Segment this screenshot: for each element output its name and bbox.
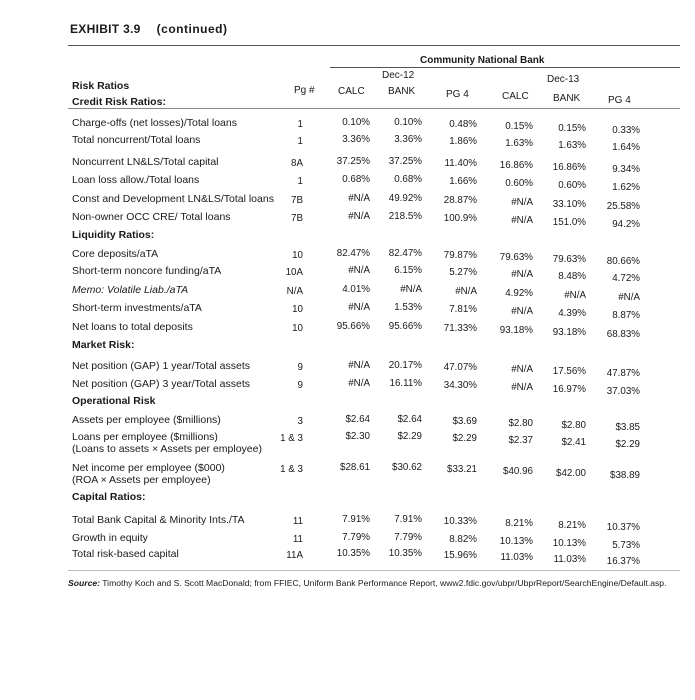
value-cell: $2.29	[397, 431, 422, 442]
row-label: Loans per employee ($millions)	[72, 431, 218, 443]
value-cell: 4.72%	[612, 272, 640, 284]
page-ref: 9	[297, 380, 303, 391]
value-cell: $33.21	[447, 463, 477, 475]
value-cell: 79.63%	[552, 253, 586, 265]
value-cell: 11.03%	[500, 551, 533, 563]
value-cell: 8.21%	[505, 517, 533, 529]
value-cell: 1.64%	[612, 141, 640, 153]
period-dec-13: Dec-13	[547, 74, 580, 85]
value-cell: 100.9%	[443, 212, 477, 224]
header-rule	[68, 108, 680, 109]
value-cell: #N/A	[348, 193, 370, 204]
value-cell: 33.10%	[552, 198, 586, 210]
value-cell: 95.66%	[336, 321, 370, 332]
exhibit-label: EXHIBIT 3.9	[70, 22, 141, 36]
page-ref: 3	[297, 416, 303, 427]
value-cell: 95.66%	[388, 321, 422, 332]
value-cell: 0.15%	[505, 120, 533, 132]
value-cell: 0.68%	[342, 174, 370, 185]
row-label: Loan loss allow./Total loans	[72, 174, 200, 186]
value-cell: 6.15%	[394, 265, 422, 276]
exhibit-title	[70, 22, 227, 36]
value-cell: 1.63%	[558, 139, 586, 151]
row-label: Const and Development LN&LS/Total loans	[72, 193, 274, 205]
value-cell: 7.91%	[394, 514, 422, 525]
value-cell: #N/A	[348, 265, 370, 276]
source-text: Timothy Koch and S. Scott MacDonald; from FFIEC, Uniform Bank Performance Report, www2.fdic.gov/ubpr/UbprReport/SearchEngine/Default.asp.	[100, 578, 667, 588]
page-ref: 10	[292, 250, 303, 261]
top-rule	[68, 45, 680, 46]
value-cell: 37.25%	[388, 156, 422, 167]
section-heading: Capital Ratios:	[72, 491, 146, 503]
value-cell: #N/A	[348, 378, 370, 389]
value-cell: $2.80	[508, 417, 533, 429]
value-cell: 3.36%	[394, 134, 422, 145]
value-cell: 93.18%	[552, 326, 586, 338]
row-label: Short-term noncore funding/aTA	[72, 265, 222, 277]
value-cell: $30.62	[392, 462, 422, 473]
bank-header-1: BANK	[388, 86, 416, 97]
value-cell: $2.30	[345, 431, 370, 442]
source-note	[68, 578, 668, 589]
value-cell: $2.64	[397, 414, 422, 425]
value-cell: 5.27%	[449, 266, 477, 278]
value-cell: 37.25%	[336, 156, 370, 167]
exhibit-continued: (continued)	[156, 22, 228, 36]
row-label: Non-owner OCC CRE/ Total loans	[72, 211, 231, 223]
value-cell: 49.92%	[388, 193, 422, 204]
page-ref: 1 & 3	[280, 464, 303, 475]
page-ref: N/A	[286, 286, 303, 297]
value-cell: 11.40%	[444, 157, 477, 169]
page-ref: 8A	[291, 158, 303, 169]
value-cell: $38.89	[610, 469, 640, 481]
value-cell: 16.97%	[552, 383, 586, 395]
pg4-header-1: PG 4	[446, 89, 469, 100]
value-cell: #N/A	[511, 305, 533, 317]
value-cell: 47.87%	[606, 367, 640, 379]
row-label: Assets per employee ($millions)	[72, 414, 221, 426]
risk-ratios-header: Risk Ratios	[72, 80, 130, 92]
value-cell: 8.21%	[558, 519, 586, 531]
page-ref: 1 & 3	[280, 433, 303, 444]
value-cell: $2.80	[561, 419, 586, 431]
page-ref: 7B	[291, 213, 303, 224]
row-label: Total Bank Capital & Minority Ints./TA	[72, 514, 245, 526]
value-cell: 7.81%	[449, 303, 477, 315]
value-cell: 10.35%	[336, 548, 370, 559]
value-cell: #N/A	[400, 284, 422, 295]
value-cell: $2.64	[345, 414, 370, 425]
value-cell: 16.11%	[389, 378, 422, 389]
value-cell: $28.61	[340, 462, 370, 473]
row-label: Net loans to total deposits	[72, 321, 193, 333]
value-cell: 94.2%	[612, 218, 640, 230]
value-cell: 10.13%	[499, 535, 533, 547]
value-cell: 7.79%	[394, 532, 422, 543]
value-cell: #N/A	[511, 214, 533, 226]
value-cell: #N/A	[455, 285, 477, 297]
value-cell: 1.86%	[449, 135, 477, 147]
value-cell: 79.63%	[499, 251, 533, 263]
value-cell: 28.87%	[443, 194, 477, 206]
value-cell: $2.29	[452, 432, 477, 444]
value-cell: 8.48%	[558, 270, 586, 282]
value-cell: 0.10%	[342, 117, 370, 128]
value-cell: 8.82%	[449, 533, 477, 545]
value-cell: 0.48%	[449, 118, 477, 130]
value-cell: 1.62%	[612, 181, 640, 193]
value-cell: 80.66%	[606, 255, 640, 267]
value-cell: 5.73%	[612, 539, 640, 551]
value-cell: 15.96%	[443, 549, 477, 561]
value-cell: #N/A	[348, 211, 370, 222]
row-label: Growth in equity	[72, 532, 148, 544]
page-ref: 7B	[291, 195, 303, 206]
row-label: Memo: Volatile Liab./aTA	[72, 284, 189, 296]
pg4-header-2: PG 4	[608, 95, 631, 106]
page-ref: 11	[292, 516, 303, 527]
bank-header-2: BANK	[553, 93, 581, 104]
row-label: Total risk-based capital	[72, 548, 179, 560]
row-sublabel: (ROA × Assets per employee)	[72, 474, 211, 486]
value-cell: 10.37%	[606, 521, 640, 533]
period-dec-12: Dec-12	[382, 70, 415, 81]
value-cell: 47.07%	[443, 361, 477, 373]
value-cell: 0.15%	[558, 122, 586, 134]
table-bottom-rule	[68, 570, 680, 571]
value-cell: 0.68%	[394, 174, 422, 185]
value-cell: 151.0%	[552, 216, 586, 228]
value-cell: #N/A	[348, 360, 370, 371]
value-cell: 218.5%	[388, 211, 422, 222]
value-cell: #N/A	[511, 381, 533, 393]
section-heading: Operational Risk	[72, 395, 156, 407]
calc-header-2: CALC	[502, 91, 529, 102]
section-heading: Market Risk:	[72, 339, 135, 351]
value-cell: 10.35%	[388, 548, 422, 559]
page-ref: 1	[297, 136, 303, 147]
value-cell: 4.92%	[505, 287, 533, 299]
row-label: Net position (GAP) 3 year/Total assets	[72, 378, 250, 390]
value-cell: 0.60%	[505, 177, 533, 189]
value-cell: $42.00	[556, 467, 586, 479]
value-cell: 11.03%	[553, 553, 586, 565]
value-cell: 7.91%	[342, 514, 370, 525]
row-label: Net position (GAP) 1 year/Total assets	[72, 360, 250, 372]
row-label: Short-term investments/aTA	[72, 302, 202, 314]
value-cell: 8.87%	[612, 309, 640, 321]
section-heading: Liquidity Ratios:	[72, 229, 155, 241]
value-cell: $3.85	[615, 421, 640, 433]
value-cell: #N/A	[511, 196, 533, 208]
value-cell: 9.34%	[612, 163, 640, 175]
value-cell: 37.03%	[606, 385, 640, 397]
page-ref: 10	[292, 323, 303, 334]
value-cell: 0.60%	[558, 179, 586, 191]
value-cell: 0.33%	[612, 124, 640, 136]
value-cell: 82.47%	[336, 248, 370, 259]
value-cell: 34.30%	[443, 379, 477, 391]
bank-name: Community National Bank	[420, 55, 545, 66]
page-ref: 9	[297, 362, 303, 373]
value-cell: 25.58%	[606, 200, 640, 212]
value-cell: 7.79%	[342, 532, 370, 543]
value-cell: #N/A	[348, 302, 370, 313]
value-cell: 10.13%	[552, 537, 586, 549]
value-cell: #N/A	[511, 363, 533, 375]
value-cell: #N/A	[511, 268, 533, 280]
value-cell: 16.86%	[499, 159, 533, 171]
value-cell: 1.63%	[505, 137, 533, 149]
row-label: Charge-offs (net losses)/Total loans	[72, 117, 237, 129]
value-cell: #N/A	[564, 289, 586, 301]
value-cell: $3.69	[452, 415, 477, 427]
value-cell: 10.33%	[443, 515, 477, 527]
page-ref: 10A	[285, 267, 303, 278]
page-ref: 10	[292, 304, 303, 315]
section-heading: Credit Risk Ratios:	[72, 96, 166, 108]
source-label: Source:	[68, 578, 100, 588]
page-ref: 1	[297, 119, 303, 130]
row-label: Noncurrent LN&LS/Total capital	[72, 156, 219, 168]
value-cell: 4.01%	[342, 284, 370, 295]
value-cell: $2.29	[615, 438, 640, 450]
value-cell: 1.53%	[394, 302, 422, 313]
value-cell: 16.86%	[552, 161, 586, 173]
page-ref: 1	[297, 176, 303, 187]
value-cell: 17.56%	[552, 365, 586, 377]
value-cell: 93.18%	[499, 324, 533, 336]
value-cell: 82.47%	[388, 248, 422, 259]
value-cell: $2.37	[508, 434, 533, 446]
value-cell: 0.10%	[394, 117, 422, 128]
row-sublabel: (Loans to assets × Assets per employee)	[72, 443, 262, 455]
value-cell: 20.17%	[388, 360, 422, 371]
value-cell: 16.37%	[606, 555, 640, 567]
value-cell: 71.33%	[443, 322, 477, 334]
value-cell: 1.66%	[449, 175, 477, 187]
page-ref: 11	[292, 534, 303, 545]
value-cell: 79.87%	[443, 249, 477, 261]
pg-number-header: Pg #	[294, 85, 315, 96]
row-label: Total noncurrent/Total loans	[72, 134, 201, 146]
bank-rule	[330, 67, 680, 68]
value-cell: 3.36%	[342, 134, 370, 145]
calc-header-1: CALC	[338, 86, 365, 97]
value-cell: 68.83%	[606, 328, 640, 340]
value-cell: $40.96	[503, 465, 533, 477]
value-cell: #N/A	[618, 291, 640, 303]
page-ref: 11A	[286, 550, 303, 561]
row-label: Core deposits/aTA	[72, 248, 159, 260]
value-cell: $2.41	[561, 436, 586, 448]
value-cell: 4.39%	[558, 307, 586, 319]
row-label: Net income per employee ($000)	[72, 462, 225, 474]
